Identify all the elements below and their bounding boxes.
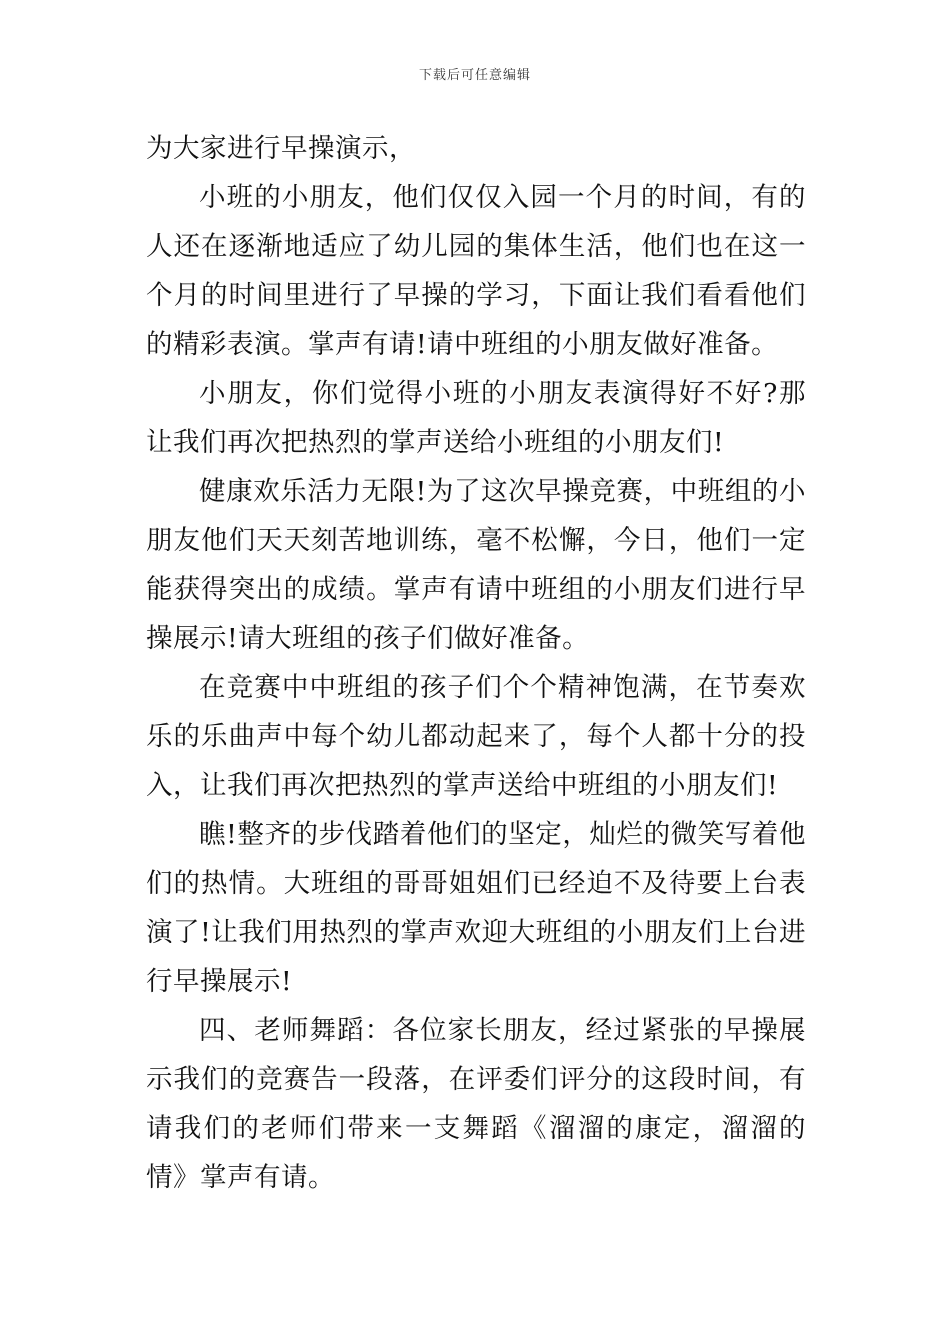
paragraph-middle-class-applause: 在竞赛中中班组的孩子们个个精神饱满，在节奏欢乐的乐曲声中每个幼儿都动起来了，每个人都十分的投入，让我们再次把热烈的掌声送给中班组的小朋友们!: [146, 672, 806, 801]
page-header: 下载后可任意编辑: [418, 68, 531, 83]
paragraph-small-class-applause: 小朋友，你们觉得小班的小朋友表演得好不好?那让我们再次把热烈的掌声送给小班组的小朋友们!: [146, 378, 806, 458]
paragraph-continued: 为大家进行早操演示，: [146, 133, 416, 164]
paragraph-middle-class-intro: 健康欢乐活力无限!为了这次早操竞赛，中班组的小朋友他们天天刻苦地训练，毫不松懈，今日，他们一定能获得突出的成绩。掌声有请中班组的小朋友们进行早操展示!请大班组的孩子们做好准备。: [146, 476, 806, 654]
paragraph-teacher-dance: 四、老师舞蹈：各位家长朋友，经过紧张的早操展示我们的竞赛告一段落，在评委们评分的这段时间，有请我们的老师们带来一支舞蹈《溜溜的康定，溜溜的情》掌声有请。: [146, 1015, 806, 1193]
paragraph-big-class-intro: 瞧!整齐的步伐踏着他们的坚定，灿烂的微笑写着他们的热情。大班组的哥哥姐姐们已经迫不及待要上台表演了!让我们用热烈的掌声欢迎大班组的小朋友们上台进行早操展示!: [146, 819, 806, 997]
paragraph-small-class-intro: 小班的小朋友，他们仅仅入园一个月的时间，有的人还在逐渐地适应了幼儿园的集体生活，他们也在这一个月的时间里进行了早操的学习，下面让我们看看他们的精彩表演。掌声有请!请中班组的小朋友做好准备。: [146, 182, 806, 360]
document-body: [146, 124, 806, 1202]
